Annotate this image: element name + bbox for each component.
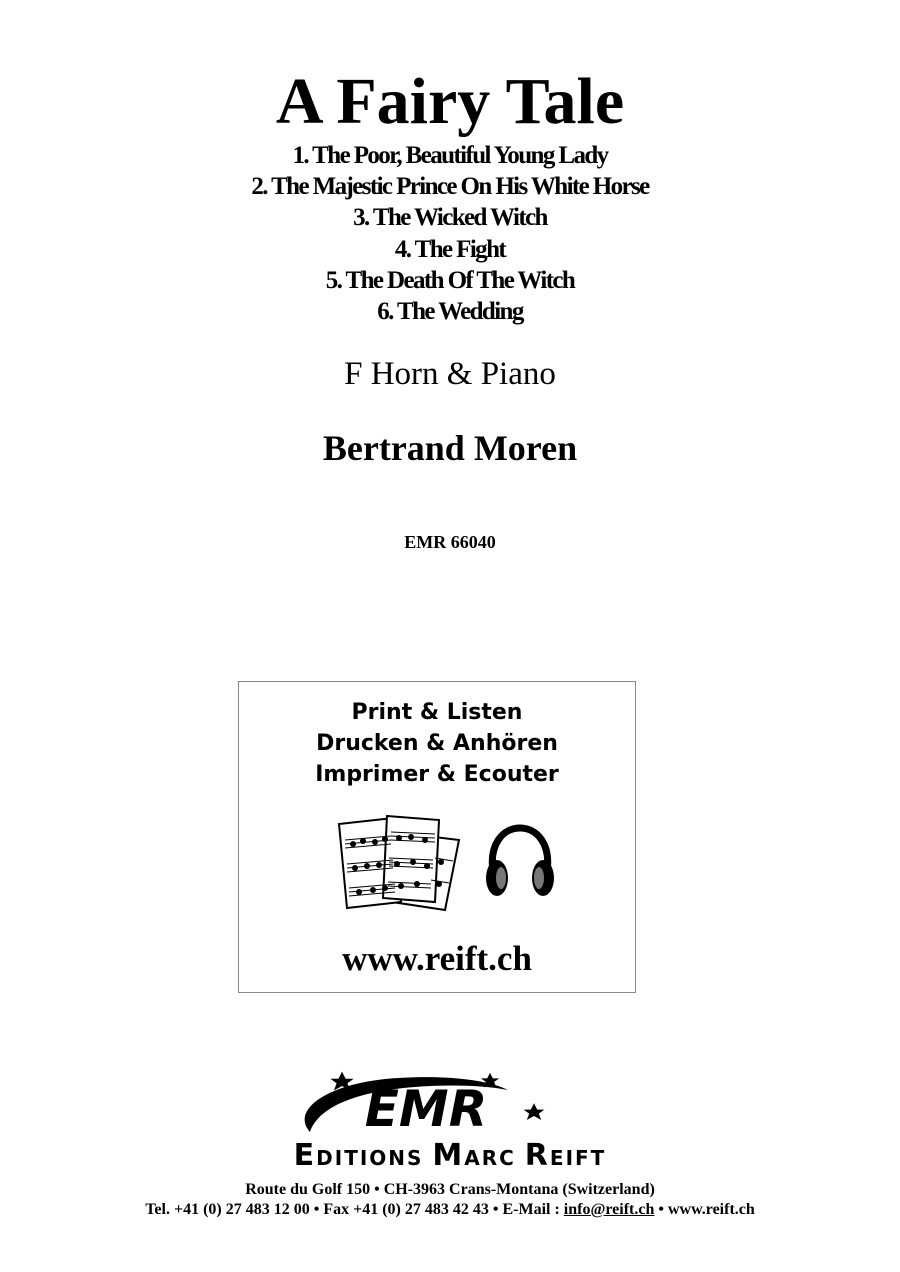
publisher-name-part: M (432, 1138, 465, 1173)
movement-item: 6. The Wedding (377, 298, 523, 326)
publisher-contact (0, 1200, 900, 1220)
movement-list (0, 140, 900, 327)
emr-logo (238, 1070, 598, 1140)
sheet-music-icon (331, 814, 471, 914)
contact-prefix: Tel. +41 (0) 27 483 12 00 • Fax +41 (0) 27 483 42 43 • E-Mail : (145, 1201, 564, 1218)
promo-line-german: Drucken & Anhören (316, 731, 558, 756)
logo-text: EMR (364, 1080, 488, 1138)
publisher-name-part: EIFT (549, 1146, 607, 1170)
publisher-name-part: E (293, 1138, 317, 1173)
movement-item: 2. The Majestic Prince On His White Horse (251, 173, 649, 201)
publisher-address: Route du Golf 150 • CH-3963 Crans-Montana (Switzerland) (245, 1181, 655, 1198)
movement-item: 3. The Wicked Witch (353, 204, 547, 232)
publisher-name-part: R (524, 1138, 550, 1173)
publisher-name-part: DITIONS (316, 1146, 433, 1170)
instrumentation: F Horn & Piano (344, 356, 556, 392)
print-listen-box (238, 681, 636, 993)
movement-item: 1. The Poor, Beautiful Young Lady (292, 142, 608, 169)
composer-name: Bertrand Moren (322, 428, 578, 468)
email-link[interactable]: info@reift.ch (563, 1201, 655, 1218)
catalog-number: EMR 66040 (404, 532, 496, 552)
promo-line-english: Print & Listen (351, 700, 523, 725)
headphones-icon (483, 822, 557, 904)
promo-website-link[interactable]: www.reift.ch (342, 939, 532, 978)
page-title: A Fairy Tale (275, 65, 625, 138)
publisher-name-part: ARC (464, 1146, 525, 1170)
publisher-name (0, 1140, 900, 1174)
movement-item: 5. The Death Of The Witch (325, 266, 575, 294)
contact-suffix: • www.reift.ch (654, 1201, 755, 1218)
promo-line-french: Imprimer & Ecouter (315, 762, 559, 787)
movement-item: 4. The Fight (394, 235, 506, 263)
